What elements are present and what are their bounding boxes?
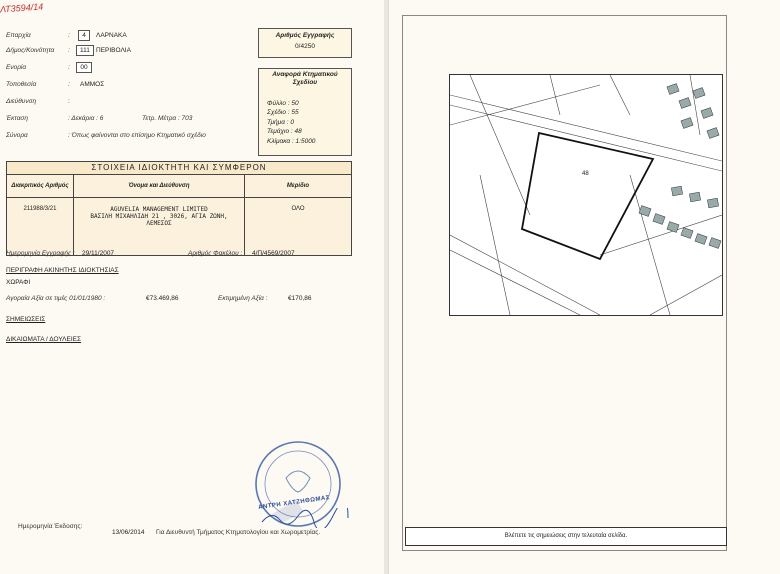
right-note: Βλέπετε τις σημειώσεις στην τελευταία σελίδα.	[405, 527, 727, 546]
extent-metres: Τετρ. Μέτρα : 703	[142, 115, 193, 122]
registration-number: 0/4250	[295, 43, 315, 50]
col-name-header: Όνομα και Διεύθυνση	[74, 175, 245, 198]
field-label: Ενορία	[6, 64, 27, 71]
issue-label: Ημερομηνία Έκδοσης:	[18, 523, 83, 530]
owners-header-row	[7, 175, 352, 198]
plan-plot: Τεμάχιο : 48	[267, 128, 302, 136]
plan-section: Τμήμα : 0	[267, 118, 294, 126]
field-label: Διεύθυνση	[6, 98, 37, 105]
registration-box	[258, 28, 352, 58]
cadastral-map	[449, 74, 723, 316]
owner-address: ΒΑΣΙΛΗ ΜΙΧΑΗΛΙΔΗ 21 , 3026, ΑΓΙΑ ΖΩΝΗ,	[90, 213, 228, 220]
owners-section-title: ΣΤΟΙΧΕΙΑ ΙΔΙΟΚΤΗΤΗ ΚΑΙ ΣΥΜΦΕΡΟΝ	[6, 161, 352, 175]
reg-date-value: 29/11/2007	[82, 250, 115, 257]
estimated-value: €170,86	[288, 295, 312, 302]
plan-plan: Σχέδιο : 55	[267, 109, 299, 117]
owners-table	[6, 174, 352, 256]
table-row	[7, 198, 352, 256]
corner-note: ΛΤ3594/14	[0, 1, 44, 15]
plan-sheet: Φύλλο : 50	[267, 100, 299, 107]
field-label: Επαρχία	[6, 32, 31, 39]
property-desc-label: ΠΕΡΙΓΡΑΦΗ ΑΚΙΝΗΤΗΣ ΙΔΙΟΚΤΗΣΙΑΣ	[6, 267, 119, 274]
field-label: Δήμος/Κοινότητα	[6, 47, 55, 54]
field-value: ΑΜΜΟΣ	[80, 81, 105, 88]
extent-label: Έκταση	[6, 115, 28, 122]
estimated-value-label: Εκτιμημένη Αξία :	[218, 295, 268, 302]
col-share-header: Μερίδιο	[245, 175, 352, 198]
plan-reference-title: Αναφορά Κτηματικού Σχεδίου	[272, 71, 338, 86]
file-no-label: Αριθμός Φακέλου :	[188, 250, 243, 257]
reg-date-label: Ημερομηνία Εγγραφής :	[6, 250, 75, 257]
field-value: ΛΑΡΝΑΚΑ	[96, 32, 127, 39]
field-code: 4	[78, 30, 90, 41]
issue-date: 13/06/2014	[112, 529, 145, 536]
owner-share: ΟΛΟ	[245, 198, 352, 256]
field-value: :	[68, 98, 70, 105]
plan-reference-box	[258, 68, 352, 156]
notes-label: ΣΗΜΕΙΩΣΕΙΣ	[6, 316, 46, 323]
map-drawing-icon	[450, 75, 722, 315]
issue-text: Για Διευθυντή Τμήματος Κτηματολογίου και Χωρομετρίας.	[156, 529, 321, 536]
property-desc-value: ΧΩΡΑΦΙ	[6, 279, 31, 286]
registration-title: Αριθμός Εγγραφής	[275, 32, 335, 39]
field-code: 111	[76, 45, 94, 56]
file-no-value: 4/Π/4569/2007	[252, 250, 295, 257]
col-id-header: Διακριτικός Αριθμός	[7, 175, 74, 198]
field-value: ΠΕΡΙΒΟΛΙΑ	[96, 47, 131, 54]
field-code: 00	[76, 62, 92, 73]
owner-name: AGUVELIA MANAGEMENT LIMITED	[110, 206, 208, 213]
owner-id: 211988/3/21	[7, 198, 74, 256]
owner-city: ΛΕΜΕΣΟΣ	[146, 220, 172, 227]
market-value: €73.469,86	[146, 295, 179, 302]
boundaries-value: : Όπως φαίνονται στο επίσημο Κτηματικό σχέδιο	[68, 132, 206, 139]
owner-name-address	[74, 198, 245, 256]
extent-dekaria: : Δεκάρια : 6	[68, 115, 104, 122]
signature-icon	[260, 508, 350, 528]
stamp-name: ΑΝΤΡΗ ΧΑΤΖΗΘΩΜΑΣ	[257, 495, 331, 511]
plan-scale: Κλίμακα : 1:5000	[267, 137, 316, 145]
rights-label: ΔΙΚΑΙΩΜΑΤΑ / ΔΟΥΛΕΙΕΣ	[6, 336, 82, 343]
market-value-label: Αγοραία Αξία σε τιμές 01/01/1980 :	[6, 295, 106, 302]
parcel-label: 48	[582, 171, 589, 177]
field-label: Τοποθεσία	[6, 81, 37, 88]
boundaries-label: Σύνορα	[6, 132, 28, 139]
